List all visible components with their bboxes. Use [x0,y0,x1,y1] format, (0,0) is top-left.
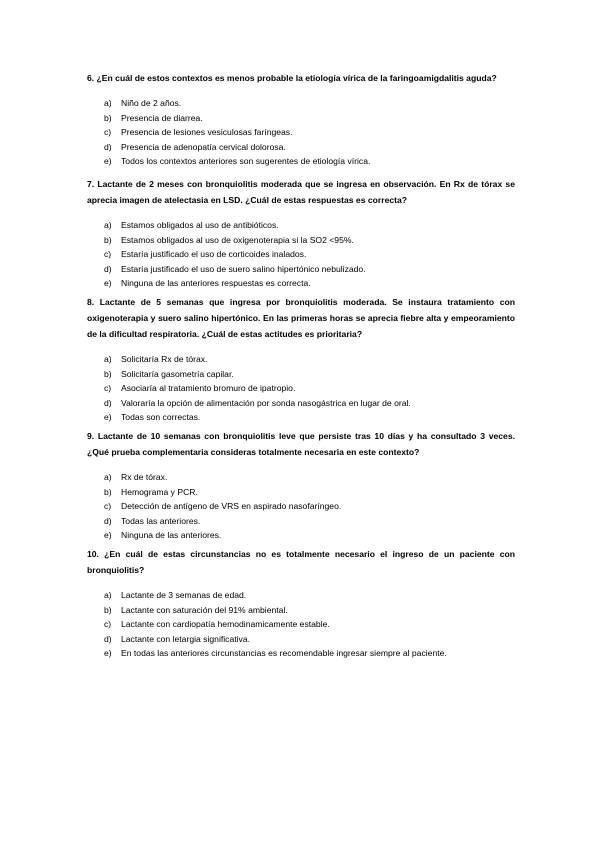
option-letter: b) [104,368,112,379]
option-text: Todas las anteriores. [121,515,201,526]
option-d [87,262,515,277]
question-stem: 7. Lactante de 2 meses con bronquiolitis moderada que se ingresa en observación. En Rx de tórax se aprecia imagen de atelectasia en LSD. ¿Cuál de estas respuestas es correcta? [87,179,515,205]
option-text: Solicitaría Rx de tórax. [121,354,208,364]
option-a [87,96,515,111]
option-letter: a) [104,472,112,482]
option-d [87,140,515,155]
answer-options [87,470,515,543]
option-text: Presencia de diarrea. [121,112,203,123]
option-text: Detección de antígeno de VRS en aspirado nasofaríngeo. [121,501,342,512]
option-letter: a) [104,220,112,230]
question-stem: 8. Lactante de 5 semanas que ingresa por bronquiolitis moderada. Se instaura tratamiento con oxigenoterapia y suero salino hipertónico. En las primeras horas se aprecia fiebre alta y empeoramiento de la dificultad respiratoria. ¿Cuál de estas actitudes es prioritaria? [87,297,515,339]
option-letter: a) [104,354,112,364]
answer-options [87,96,515,169]
option-text: Presencia de adenopatía cervical dolorosa. [121,141,286,152]
option-letter: b) [104,112,112,123]
option-b [87,111,515,126]
option-letter: e) [104,412,112,423]
option-text: Lactante con saturación del 91% ambiental. [121,604,288,615]
option-b [87,603,515,618]
question-stem: 10. ¿En cuál de estas circunstancias no es totalmente necesario el ingreso de un paciente con bronquiolitis? [87,549,515,575]
option-e [87,276,515,291]
question-9 [87,428,515,543]
option-e [87,410,515,425]
option-e [87,528,515,543]
option-letter: e) [104,278,112,289]
option-d [87,514,515,529]
option-letter: a) [104,590,112,600]
option-letter: c) [104,249,112,260]
option-text: Lactante con cardiopatía hemodinamicamente estable. [121,619,330,630]
option-text: Estamos obligados al uso de oxigenoterapia si la SO2 <95%. [121,234,354,245]
question-7 [87,176,515,291]
option-letter: c) [104,127,112,138]
option-letter: a) [104,98,112,108]
option-text: Lactante con letargia significativa. [121,633,250,644]
option-letter: b) [104,486,112,497]
option-text: Presencia de lesiones vesiculosas faríngeas. [121,127,293,138]
option-text: Valoraría la opción de alimentación por sonda nasogástrica en lugar de oral. [121,397,411,408]
option-letter: c) [104,501,112,512]
option-e [87,154,515,169]
option-letter: d) [104,263,112,274]
option-letter: d) [104,397,112,408]
option-text: Ninguna de las anteriores respuestas es correcta. [121,278,311,289]
option-c [87,381,515,396]
option-a [87,218,515,233]
option-text: Estamos obligados al uso de antibióticos. [121,220,279,230]
option-text: Estaría justificado el uso de suero salino hipertónico nebulizado. [121,263,366,274]
option-c [87,499,515,514]
option-a [87,470,515,485]
option-letter: d) [104,515,112,526]
option-d [87,396,515,411]
option-text: Estaría justificado el uso de corticoides inalados. [121,249,307,260]
option-letter: e) [104,648,112,659]
question-10 [87,546,515,661]
question-8 [87,294,515,425]
option-letter: b) [104,604,112,615]
option-b [87,485,515,500]
option-c [87,125,515,140]
question-stem: 9. Lactante de 10 semanas con bronquiolitis leve que persiste tras 10 días y ha consultado 3 veces. ¿Qué prueba complementaria consideras totalmente necesaria en este contexto? [87,431,515,457]
option-d [87,632,515,647]
question-stem: 6. ¿En cuál de estos contextos es menos probable la etiología vírica de la faringoamigdalitis aguda? [87,73,497,83]
option-text: En todas las anteriores circunstancias es recomendable ingresar siempre al paciente. [121,648,447,659]
option-letter: c) [104,619,112,630]
option-text: Todas son correctas. [121,412,201,423]
option-letter: d) [104,633,112,644]
option-c [87,617,515,632]
option-letter: d) [104,141,112,152]
answer-options [87,352,515,425]
option-text: Niño de 2 años. [121,98,182,108]
option-a [87,352,515,367]
option-text: Ninguna de las anteriores. [121,530,222,541]
option-letter: b) [104,234,112,245]
option-letter: c) [104,383,112,394]
option-text: Rx de tórax. [121,472,168,482]
option-b [87,233,515,248]
option-text: Solicitaría gasometría capilar. [121,368,234,379]
answer-options [87,218,515,291]
question-6 [87,70,515,169]
option-a [87,588,515,603]
option-b [87,367,515,382]
option-text: Asociaría al tratamiento bromuro de ipatropio. [121,383,296,394]
option-e [87,646,515,661]
option-text: Lactante de 3 semanas de edad. [121,590,247,600]
option-text: Hemograma y PCR. [121,486,198,497]
option-text: Todos los contextos anteriores son sugerentes de etiología vírica. [121,156,371,167]
answer-options [87,588,515,661]
option-letter: e) [104,156,112,167]
option-letter: e) [104,530,112,541]
option-c [87,247,515,262]
